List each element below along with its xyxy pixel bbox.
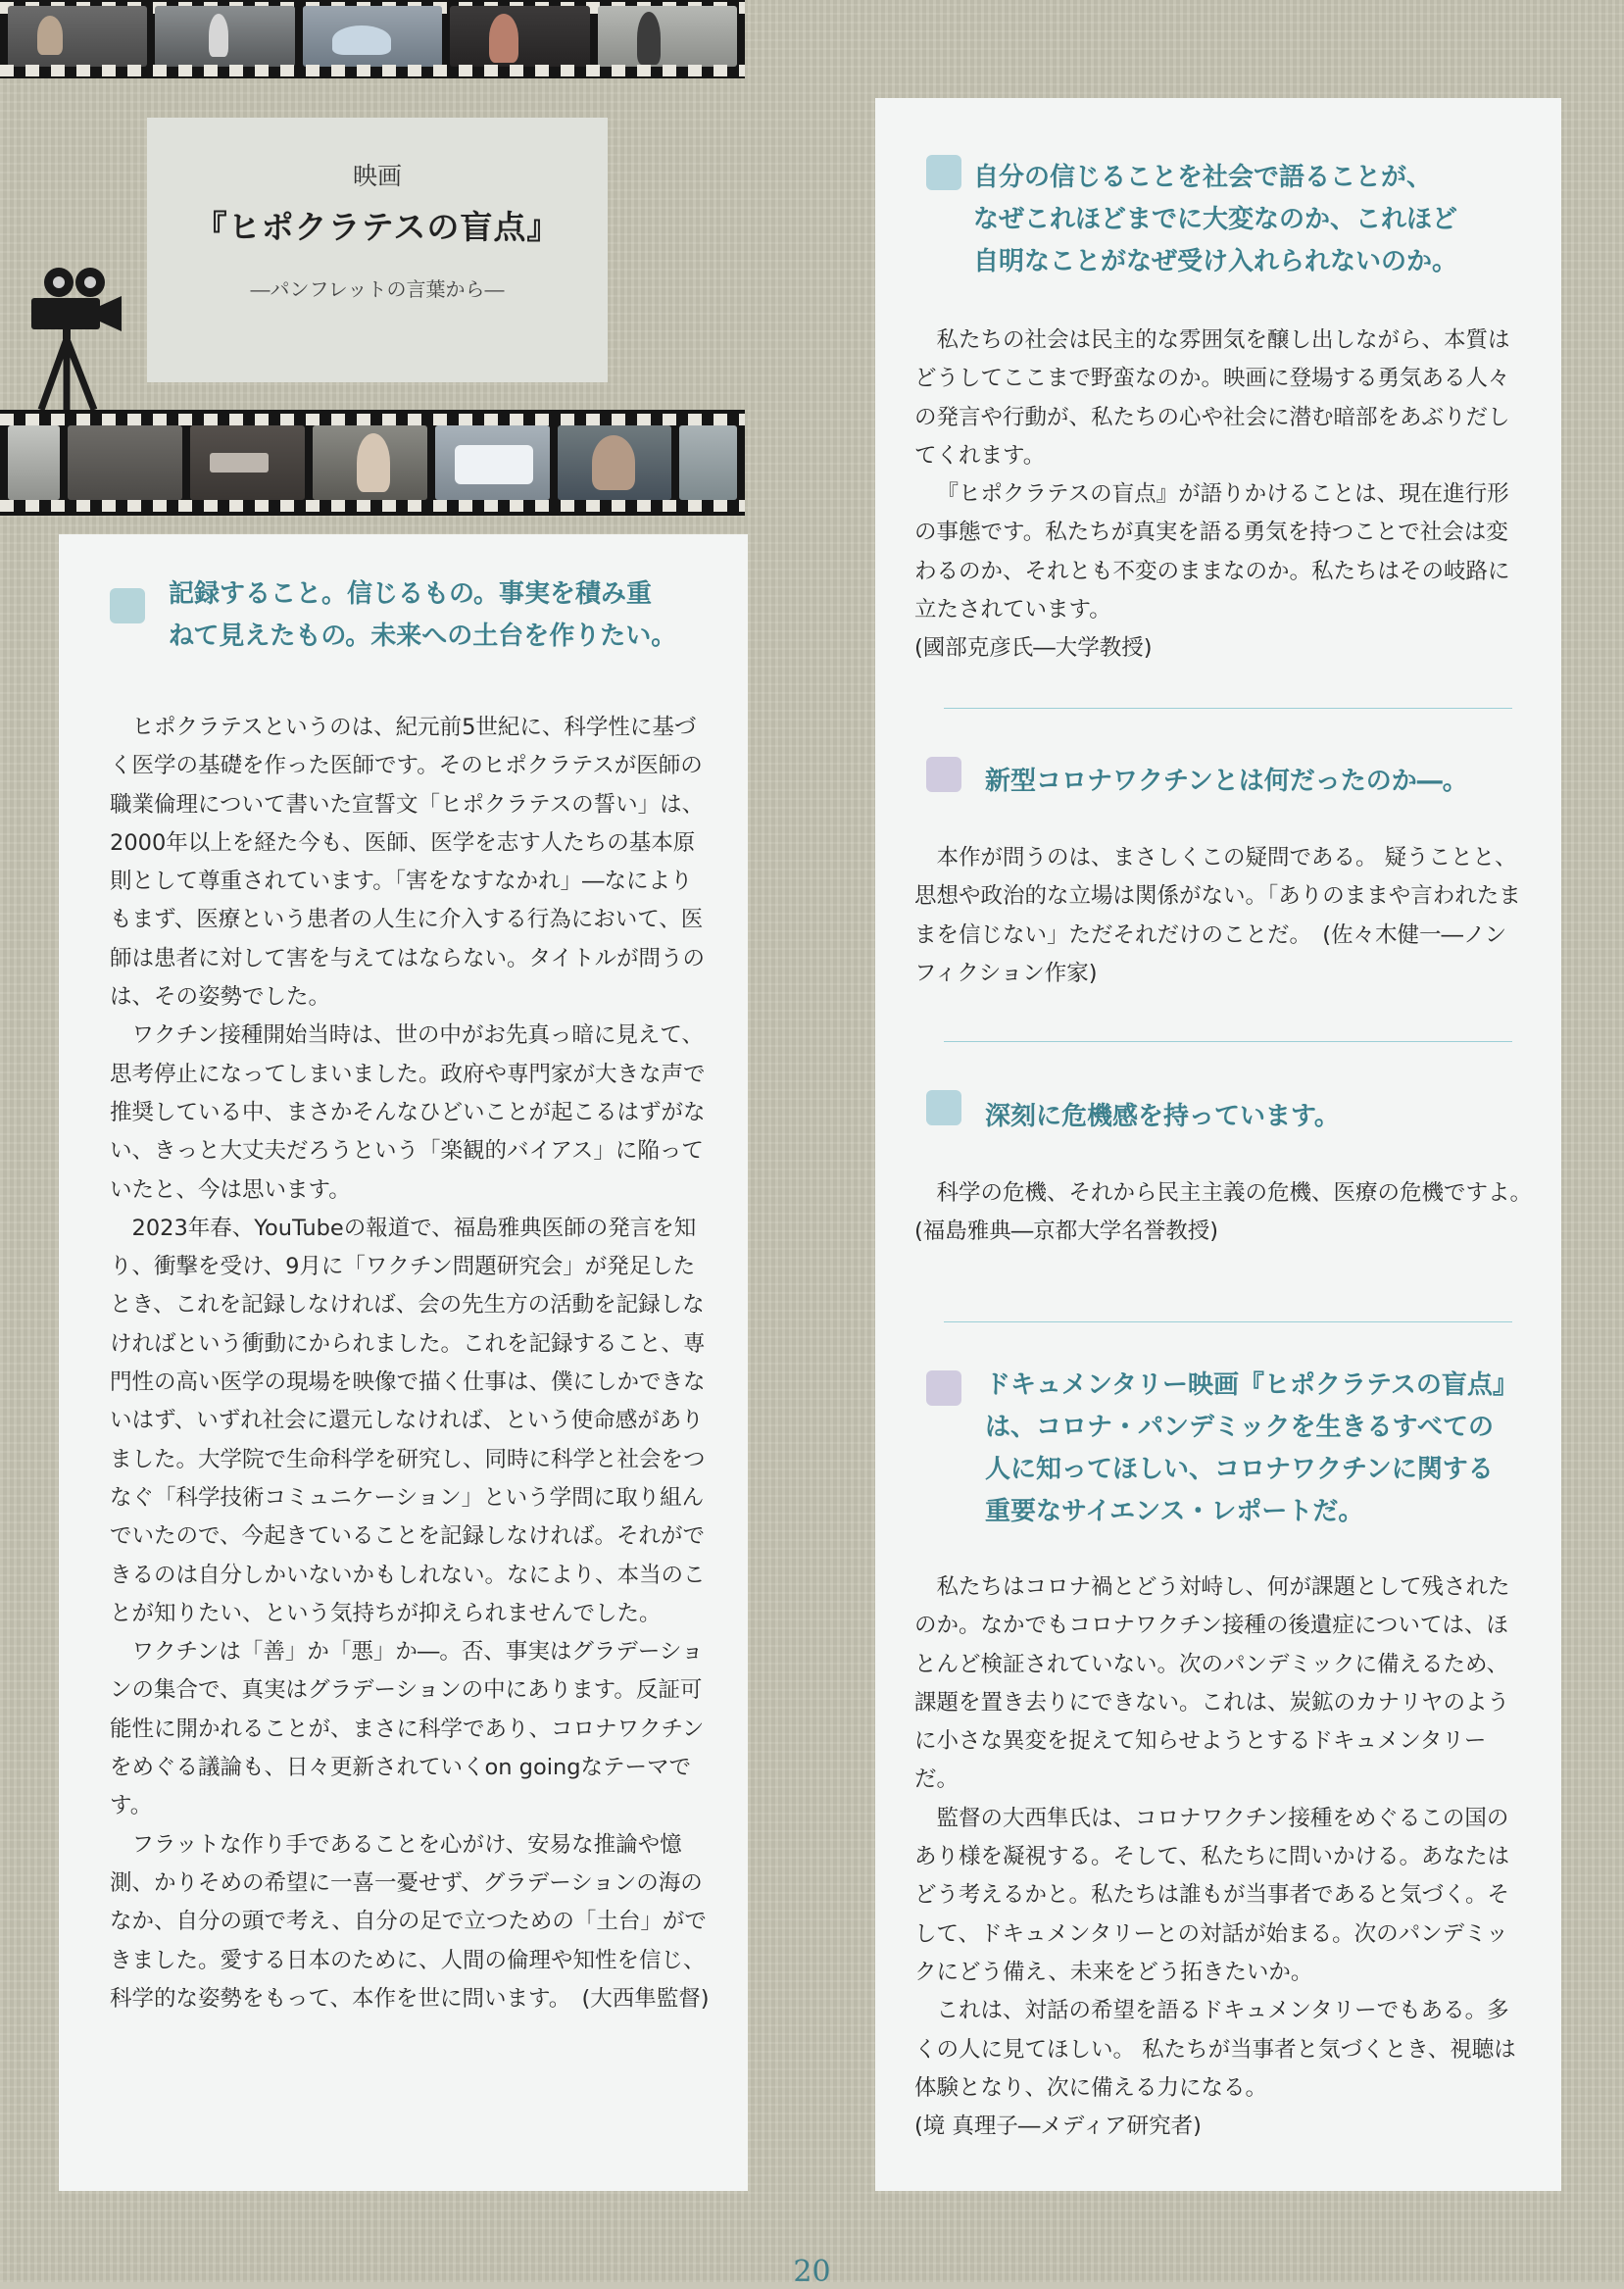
paragraph: 『ヒポクラテスの盲点』が語りかけることは、現在進行形の事態です。私たちが真実を語る勇気を持つことで社会は変わるのか、それとも不変のままなのか。私たちはその岐路に立たされています。 — [914, 481, 1510, 623]
paragraph: ワクチン接種開始当時は、世の中がお先真っ暗に見えて、思考停止になってしまいました。政府や専門家が大きな声で推奨している中、まさかそんなひどいことが起こるはずがない、きっと大丈夫だろうという「楽観的バイアス」に陥っていたと、今は思います。 — [110, 1022, 706, 1203]
film-strip-top — [0, 0, 745, 78]
film-frame-image — [313, 425, 427, 500]
comment-credit: (境 真理子―メディア研究者) — [914, 2114, 1202, 2140]
square-bullet-icon — [926, 155, 961, 190]
director-statement-panel — [59, 534, 748, 2191]
film-frame-image — [155, 6, 294, 67]
title-card — [147, 118, 608, 382]
paragraph: 本作が問うのは、まさしくこの疑問である。 疑うことと、思想や政治的な立場は関係がない。「ありのままや言われたままを信じない」ただそれだけのことだ。 (佐々木健一―ノンフィクション作家) — [914, 845, 1521, 986]
paragraph: 監督の大西隼氏は、コロナワクチン接種をめぐるこの国のあり様を凝視する。そして、私たちに問いかける。あなたはどう考えるかと。私たちは誰もが当事者であると気づく。そして、ドキュメンタリーとの対話が始まる。次のパンデミックにどう備え、未来をどう拓きたいか。 — [914, 1805, 1510, 1985]
paragraph: 2023年春、YouTubeの報道で、福島雅典医師の発言を知り、衝撃を受け、9月に「ワクチン問題研究会」が発足したとき、これを記録しなければ、会の先生方の活動を記録しなければという衝動にかられました。これを記録すること、専門性の高い医学の現場を映像で描く仕事は、僕にしかできないはず、いずれ社会に還元しなければ、という使命感がありました。大学院で生命科学を研究し、同時に科学と社会をつなぐ「科学技術コミュニケーション」という学問に取り組んでいたので、今起きていることを記録しなければ。それができるのは自分しかいないかもしれない。なにより、本当のことが知りたい、という気持ちが抑えられませんでした。 — [110, 1215, 706, 1626]
paragraph: ワクチンは「善」か「悪」か―。否、事実はグラデーションの集合で、真実はグラデーションの中にあります。反証可能性に開かれることが、まさに科学であり、コロナワクチンをめぐる議論も、日々更新されていくon goingなテーマです。 — [110, 1639, 705, 1819]
film-frame-image — [8, 425, 60, 500]
section-divider — [944, 708, 1512, 709]
paragraph: ヒポクラテスというのは、紀元前5世紀に、科学性に基づく医学の基礎を作った医師です。そのヒポクラテスが医師の職業倫理について書いた宣誓文「ヒポクラテスの誓い」は、2000年以上を経た今も、医師、医学を志す人たちの基本原則として尊重されています。「害をなすなかれ」―なによりもまず、医療という患者の人生に介入する行為において、医師は患者に対して害を与えてはならない。タイトルが問うのは、その姿勢でした。 — [110, 715, 706, 1011]
film-frame-image — [190, 425, 305, 500]
page-number: 20 — [793, 2255, 831, 2289]
comment-heading: 自分の信じることを社会で語ることが、 なぜこれほどまでに大変なのか、これほど 自明なことがなぜ受け入れられないのか。 — [973, 163, 1458, 276]
film-frame-image — [435, 425, 550, 500]
film-frame-image — [679, 425, 736, 500]
director-statement-body — [110, 709, 712, 2018]
comment-heading: ドキュメンタリー映画『ヒポクラテスの盲点』 は、コロナ・パンデミックを生きるすべての 人に知ってほしい、コロナワクチンに関する 重要なサイエンス・レポートだ。 — [985, 1370, 1518, 1526]
film-frame-image — [598, 6, 737, 67]
film-frame-image — [8, 6, 147, 67]
comment-body — [914, 322, 1522, 669]
film-frame-image — [68, 425, 182, 500]
comment-body — [914, 1174, 1544, 1252]
comments-panel — [875, 98, 1561, 2191]
comment-heading: 新型コロナワクチンとは何だったのか―。 — [985, 767, 1468, 796]
square-bullet-icon — [110, 588, 145, 623]
paragraph: 私たちはコロナ禍とどう対峙し、何が課題として残されたのか。なかでもコロナワクチン接種の後遺症については、ほとんど検証されていない。次のパンデミックに備えるため、課題を置き去りにできない。これは、炭鉱のカナリヤのように小さな異変を捉えて知らせようとするドキュメンタリーだ。 — [914, 1574, 1510, 1793]
movie-camera-icon — [20, 265, 127, 412]
square-bullet-icon — [926, 757, 961, 792]
film-title: 『ヒポクラテスの盲点』 — [194, 208, 561, 246]
paragraph: これは、対話の希望を語るドキュメンタリーでもある。多くの人に見てほしい。 私たちが当事者と気づくとき、視聴は体験となり、次に備える力になる。 — [914, 1998, 1516, 2101]
title-subtitle: ―パンフレットの言葉から― — [250, 277, 505, 301]
paragraph: 私たちの社会は民主的な雰囲気を醸し出しながら、本質はどうしてここまで野蛮なのか。映画に登場する勇気ある人々の発言や行動が、私たちの心や社会に潜む暗部をあぶりだしてくれます。 — [914, 327, 1510, 469]
comment-heading: 深刻に危機感を持っています。 — [985, 1102, 1340, 1131]
comment-body — [914, 1568, 1522, 2146]
section-divider — [944, 1321, 1512, 1322]
comment-body — [914, 839, 1522, 993]
square-bullet-icon — [926, 1370, 961, 1406]
director-statement-heading: 記録すること。信じるもの。事実を積み重 ねて見えたもの。未来への土台を作りたい。 — [169, 579, 677, 651]
paragraph: 科学の危機、それから民主主義の危機、医療の危機ですよ。 (福島雅典―京都大学名誉教授) — [914, 1180, 1544, 1245]
film-strip-bottom — [0, 410, 745, 516]
film-frame-image — [303, 6, 442, 67]
square-bullet-icon — [926, 1090, 961, 1125]
title-label: 映画 — [352, 162, 402, 190]
section-divider — [944, 1041, 1512, 1042]
paragraph: フラットな作り手であることを心がけ、安易な推論や憶測、かりそめの希望に一喜一憂せず、グラデーションの海のなか、自分の頭で考え、自分の足で立つための「土台」ができました。愛する日本のために、人間の倫理や知性を信じ、科学的な姿勢をもって、本作を世に問います。 (大西隼監督) — [110, 1831, 710, 2012]
film-frame-image — [450, 6, 589, 67]
film-frame-image — [558, 425, 672, 500]
comment-credit: (國部克彦氏―大学教授) — [914, 635, 1153, 662]
